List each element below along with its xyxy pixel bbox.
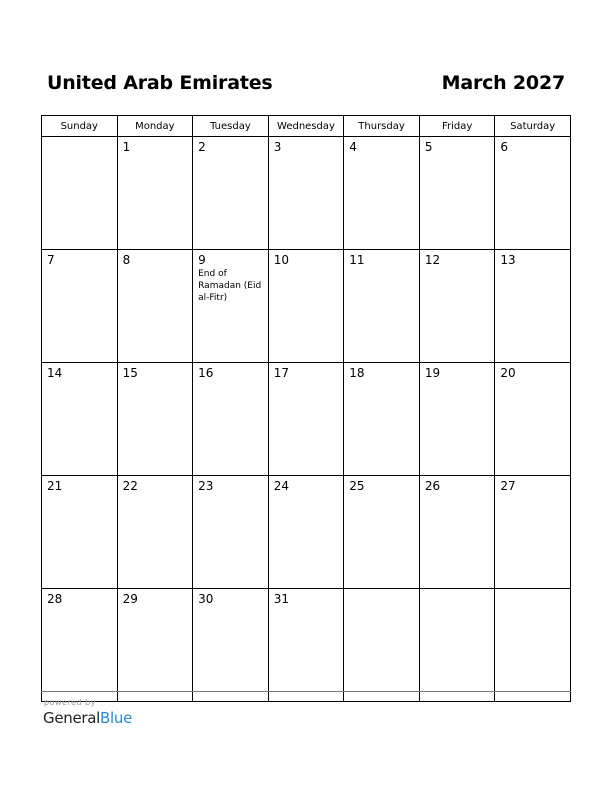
day-cell	[42, 137, 118, 250]
day-cell	[117, 137, 193, 250]
day-cell	[42, 476, 118, 589]
day-number: 18	[349, 366, 365, 380]
powered-by-text: powered by	[44, 698, 96, 707]
day-cell	[495, 476, 571, 589]
day-cell	[268, 476, 344, 589]
day-cell	[117, 476, 193, 589]
weekday-header-row	[42, 116, 571, 137]
day-number: 10	[273, 253, 289, 267]
weekday-friday: Friday	[419, 116, 495, 137]
calendar-month-title: March 2027	[441, 72, 565, 94]
day-number: 8	[122, 253, 131, 267]
holiday-label: End of Ramadan (Eid al-Fitr)	[198, 269, 262, 303]
calendar-country-title: United Arab Emirates	[47, 72, 273, 94]
day-number: 12	[424, 253, 441, 267]
day-cell	[344, 476, 420, 589]
day-number: 7	[47, 253, 55, 267]
day-cell	[268, 589, 344, 702]
day-cell	[42, 589, 118, 702]
day-number: 30	[198, 592, 214, 606]
day-number: 15	[122, 366, 138, 380]
day-number: 9	[198, 253, 206, 267]
day-number: 27	[500, 479, 516, 493]
day-cell	[344, 589, 420, 702]
day-number: 31	[273, 592, 289, 606]
brand-part-blue: Blue	[100, 709, 133, 727]
day-cell	[268, 363, 344, 476]
day-number: 28	[47, 592, 63, 606]
week-row-4	[42, 476, 571, 589]
day-cell	[117, 589, 193, 702]
day-number: 2	[198, 140, 206, 154]
day-number: 14	[47, 366, 63, 380]
day-number: 17	[273, 366, 289, 380]
calendar-grid	[41, 115, 571, 702]
day-cell	[193, 250, 269, 363]
week-row-3	[42, 363, 571, 476]
day-cell	[344, 363, 420, 476]
day-cell	[42, 250, 118, 363]
week-row-5	[42, 589, 571, 702]
day-number: 23	[198, 479, 214, 493]
week-row-1	[42, 137, 571, 250]
day-cell	[268, 250, 344, 363]
day-number: 13	[500, 253, 516, 267]
weekday-tuesday: Tuesday	[193, 116, 269, 137]
day-cell	[193, 137, 269, 250]
day-cell	[117, 250, 193, 363]
day-cell	[42, 363, 118, 476]
day-cell	[419, 250, 495, 363]
week-row-2	[42, 250, 571, 363]
day-number: 16	[198, 366, 214, 380]
day-number: 5	[424, 140, 433, 154]
day-number: 20	[500, 366, 516, 380]
weekday-monday: Monday	[117, 116, 193, 137]
day-cell	[419, 476, 495, 589]
day-cell	[193, 589, 269, 702]
weekday-sunday: Sunday	[42, 116, 118, 137]
day-cell	[344, 137, 420, 250]
day-cell	[419, 137, 495, 250]
weekday-wednesday: Wednesday	[268, 116, 344, 137]
brand-part-general: General	[43, 709, 101, 727]
day-cell	[117, 363, 193, 476]
day-number: 26	[424, 479, 441, 493]
day-cell	[344, 250, 420, 363]
day-number: 6	[500, 140, 509, 154]
day-number: 25	[349, 479, 365, 493]
day-number: 29	[122, 592, 138, 606]
day-cell	[193, 363, 269, 476]
weekday-thursday: Thursday	[344, 116, 420, 137]
day-cell	[495, 589, 571, 702]
generalblue-logo[interactable]	[43, 709, 132, 727]
day-number: 19	[424, 366, 441, 380]
day-cell	[495, 137, 571, 250]
day-number: 3	[273, 140, 282, 154]
day-cell	[268, 137, 344, 250]
day-number: 21	[47, 479, 63, 493]
weekday-saturday: Saturday	[495, 116, 571, 137]
footer-divider	[41, 691, 571, 692]
day-number: 11	[349, 253, 365, 267]
day-cell	[495, 250, 571, 363]
day-cell	[419, 363, 495, 476]
day-cell	[495, 363, 571, 476]
day-number: 22	[122, 479, 138, 493]
day-cell	[193, 476, 269, 589]
day-number: 4	[349, 140, 357, 154]
day-number: 1	[122, 140, 131, 154]
day-number: 24	[273, 479, 289, 493]
day-cell	[419, 589, 495, 702]
